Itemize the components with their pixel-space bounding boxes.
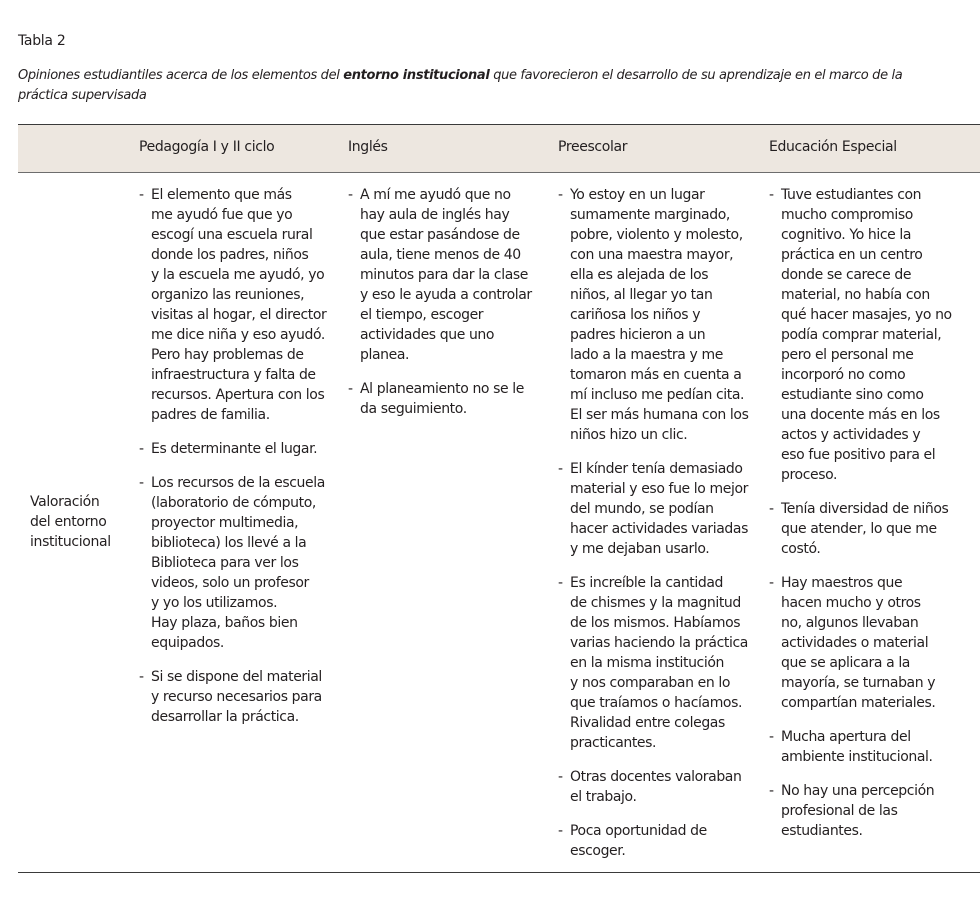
opinion-text-line: proyector multimedia, <box>151 515 299 531</box>
opinion-text-line: que atender, lo que me <box>781 521 937 537</box>
opinion-text-line: Poca oportunidad de <box>570 823 707 839</box>
opinion-text-line: Rivalidad entre colegas <box>570 715 725 731</box>
opinion-text-line: y yo los utilizamos. <box>151 595 278 611</box>
list-dash: - <box>769 783 774 799</box>
column-header-ingles: Inglés <box>348 139 388 155</box>
opinion-text-line: estudiantes. <box>781 823 863 839</box>
opinion-text-line: costó. <box>781 541 821 557</box>
opinion-text-line: aula, tiene menos de 40 <box>360 247 521 263</box>
opinion-text-line: lado a la maestra y me <box>570 347 723 363</box>
opinion-list-item <box>558 185 763 445</box>
opinion-text-line: organizo las reuniones, <box>151 287 305 303</box>
opinion-list-item <box>558 767 763 807</box>
list-dash: - <box>139 187 144 203</box>
opinion-text-line: El ser más humana con los <box>570 407 749 423</box>
opinion-text-line: hay aula de inglés hay <box>360 207 510 223</box>
caption-line-2: práctica supervisada <box>18 88 147 103</box>
opinion-list-item <box>769 781 974 841</box>
list-dash: - <box>348 187 353 203</box>
opinion-text-line: escoger. <box>570 843 626 859</box>
opinion-text-line: ambiente institucional. <box>781 749 933 765</box>
opinion-text-line: El elemento que más <box>151 187 292 203</box>
opinion-text-line: y la escuela me ayudó, yo <box>151 267 325 283</box>
opinion-list-item <box>139 439 339 459</box>
opinion-text-line: recursos. Apertura con los <box>151 387 325 403</box>
opinion-text-line: y nos comparaban en lo <box>570 675 730 691</box>
opinion-text-line: escogí una escuela rural <box>151 227 313 243</box>
opinion-text-line: proceso. <box>781 467 838 483</box>
opinion-text-line: del mundo, se podían <box>570 501 714 517</box>
list-dash: - <box>139 475 144 491</box>
opinion-list-item <box>769 499 974 559</box>
opinion-text-line: Los recursos de la escuela <box>151 475 325 491</box>
row-label-line: Valoración <box>30 494 100 510</box>
table-caption <box>18 66 938 106</box>
opinion-text-line: de los mismos. Habíamos <box>570 615 741 631</box>
opinion-text-line: A mí me ayudó que no <box>360 187 511 203</box>
opinion-text-line: hacen mucho y otros <box>781 595 921 611</box>
opinion-text-line: sumamente marginado, <box>570 207 730 223</box>
opinion-text-line: Es increíble la cantidad <box>570 575 724 591</box>
opinion-list-item <box>348 185 548 365</box>
opinion-text-line: planea. <box>360 347 410 363</box>
opinion-text-line: cariñosa los niños y <box>570 307 701 323</box>
opinion-text-line: que estar pasándose de <box>360 227 520 243</box>
opinion-text-line: podía comprar material, <box>781 327 942 343</box>
opinion-text-line: videos, solo un profesor <box>151 575 309 591</box>
list-dash: - <box>558 769 563 785</box>
opinion-text-line: hacer actividades variadas <box>570 521 748 537</box>
opinion-text-line: biblioteca) los llevé a la <box>151 535 307 551</box>
opinion-text-line: El kínder tenía demasiado <box>570 461 743 477</box>
opinion-text-line: material y eso fue lo mejor <box>570 481 748 497</box>
opinion-text-line: Es determinante el lugar. <box>151 441 318 457</box>
opinion-text-line: equipados. <box>151 635 224 651</box>
list-dash: - <box>558 461 563 477</box>
caption-text-before: Opiniones estudiantiles acerca de los elementos del <box>18 68 344 83</box>
list-dash: - <box>558 187 563 203</box>
opinion-text-line: y recurso necesarios para <box>151 689 322 705</box>
opinion-text-line: mí incluso me pedían cita. <box>570 387 745 403</box>
opinion-list-item <box>139 185 339 425</box>
caption-emphasis: entorno institucional <box>343 68 490 83</box>
column-header-pedagogia: Pedagogía I y II ciclo <box>139 139 275 155</box>
opinion-text-line: No hay una percepción <box>781 783 935 799</box>
opinion-text-line: el trabajo. <box>570 789 637 805</box>
opinion-text-line: padres hicieron a un <box>570 327 706 343</box>
table-label: Tabla 2 <box>18 33 66 49</box>
list-dash: - <box>139 669 144 685</box>
list-dash: - <box>558 823 563 839</box>
opinion-text-line: estudiante sino como <box>781 387 924 403</box>
column-header-preescolar: Preescolar <box>558 139 628 155</box>
opinion-text-line: en la misma institución <box>570 655 724 671</box>
opinion-text-line: niños, al llegar yo tan <box>570 287 713 303</box>
list-dash: - <box>558 575 563 591</box>
opinion-text-line: actos y actividades y <box>781 427 921 443</box>
opinion-text-line: actividades o material <box>781 635 929 651</box>
list-dash: - <box>348 381 353 397</box>
opinion-text-line: padres de familia. <box>151 407 270 423</box>
opinion-text-line: mucho compromiso <box>781 207 913 223</box>
opinion-text-line: Biblioteca para ver los <box>151 555 299 571</box>
opinion-text-line: Mucha apertura del <box>781 729 911 745</box>
opinion-text-line: que se aplicara a la <box>781 655 910 671</box>
opinion-text-line: y me dejaban usarlo. <box>570 541 710 557</box>
opinion-list-item <box>139 667 339 727</box>
opinion-text-line: Hay maestros que <box>781 575 903 591</box>
row-label <box>30 492 130 552</box>
opinion-text-line: desarrollar la práctica. <box>151 709 299 725</box>
list-dash: - <box>769 501 774 517</box>
caption-text-after: que favorecieron el desarrollo de su aprendizaje en el marco de la <box>489 68 903 83</box>
opinion-text-line: minutos para dar la clase <box>360 267 528 283</box>
opinion-text-line: incorporó no como <box>781 367 906 383</box>
column-ingles <box>348 185 548 433</box>
opinion-text-line: de chismes y la magnitud <box>570 595 741 611</box>
opinion-text-line: con una maestra mayor, <box>570 247 734 263</box>
opinion-list-item <box>558 573 763 753</box>
opinion-text-line: qué hacer masajes, yo no <box>781 307 952 323</box>
list-dash: - <box>769 187 774 203</box>
column-pedagogia <box>139 185 339 741</box>
opinion-list-item <box>558 459 763 559</box>
opinion-text-line: (laboratorio de cómputo, <box>151 495 316 511</box>
row-label-line: del entorno <box>30 514 107 530</box>
opinion-text-line: Tuve estudiantes con <box>781 187 922 203</box>
row-label-line: institucional <box>30 534 111 550</box>
table-bottom-rule <box>18 872 980 873</box>
opinion-text-line: que traíamos o hacíamos. <box>570 695 743 711</box>
opinion-text-line: pobre, violento y molesto, <box>570 227 743 243</box>
opinion-text-line: donde los padres, niños <box>151 247 309 263</box>
opinion-text-line: compartían materiales. <box>781 695 936 711</box>
opinion-text-line: Hay plaza, baños bien <box>151 615 298 631</box>
opinion-text-line: da seguimiento. <box>360 401 467 417</box>
list-dash: - <box>139 441 144 457</box>
opinion-text-line: cognitivo. Yo hice la <box>781 227 912 243</box>
opinion-list-item <box>348 379 548 419</box>
column-educacion-especial <box>769 185 974 855</box>
opinion-text-line: y eso le ayuda a controlar <box>360 287 532 303</box>
list-dash: - <box>769 729 774 745</box>
opinion-text-line: Si se dispone del material <box>151 669 322 685</box>
opinion-text-line: mayoría, se turnaban y <box>781 675 936 691</box>
opinion-list-item <box>769 727 974 767</box>
opinion-text-line: material, no había con <box>781 287 930 303</box>
column-header-educacion-especial: Educación Especial <box>769 139 897 155</box>
opinion-text-line: Pero hay problemas de <box>151 347 304 363</box>
opinion-text-line: niños hizo un clic. <box>570 427 688 443</box>
opinion-text-line: me ayudó fue que yo <box>151 207 293 223</box>
opinion-text-line: donde se carece de <box>781 267 912 283</box>
opinion-text-line: tomaron más en cuenta a <box>570 367 742 383</box>
opinion-text-line: práctica en un centro <box>781 247 923 263</box>
opinion-text-line: no, algunos llevaban <box>781 615 919 631</box>
opinion-text-line: Al planeamiento no se le <box>360 381 525 397</box>
opinion-list-item <box>769 185 974 485</box>
opinion-text-line: actividades que uno <box>360 327 495 343</box>
opinion-text-line: practicantes. <box>570 735 657 751</box>
opinion-text-line: profesional de las <box>781 803 898 819</box>
opinion-text-line: Otras docentes valoraban <box>570 769 742 785</box>
opinion-text-line: infraestructura y falta de <box>151 367 316 383</box>
opinion-list-item <box>769 573 974 713</box>
opinion-text-line: me dice niña y eso ayudó. <box>151 327 325 343</box>
opinion-text-line: una docente más en los <box>781 407 940 423</box>
opinion-text-line: ella es alejada de los <box>570 267 709 283</box>
opinion-list-item <box>139 473 339 653</box>
opinion-text-line: varias haciendo la práctica <box>570 635 748 651</box>
opinion-text-line: eso fue positivo para el <box>781 447 936 463</box>
list-dash: - <box>769 575 774 591</box>
opinion-text-line: Tenía diversidad de niños <box>781 501 949 517</box>
opinion-text-line: Yo estoy en un lugar <box>570 187 705 203</box>
column-preescolar <box>558 185 763 875</box>
opinion-text-line: visitas al hogar, el director <box>151 307 327 323</box>
opinion-text-line: pero el personal me <box>781 347 914 363</box>
opinion-list-item <box>558 821 763 861</box>
opinion-text-line: el tiempo, escoger <box>360 307 484 323</box>
